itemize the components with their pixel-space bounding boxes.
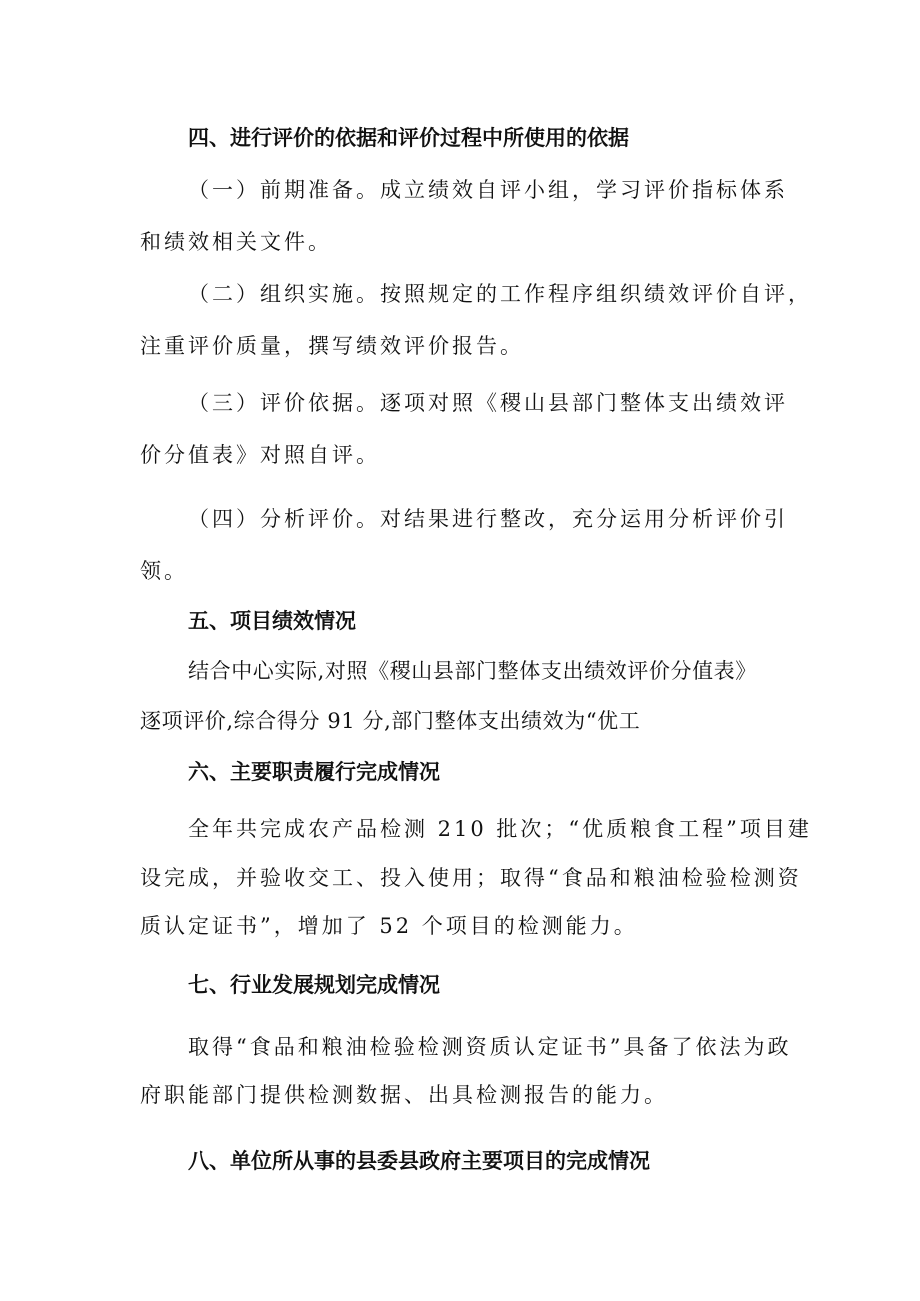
paragraph-line: 设完成，并验收交工、投入使用；取得“食品和粮油检验检测资 [140,866,802,890]
paragraph-line: 逐项评价,综合得分 91 分,部门整体支出绩效为“优工 [140,709,641,733]
paragraph-line: 注重评价质量，撰写绩效评价报告。 [140,334,524,358]
paragraph-line: （一）前期准备。成立绩效自评小组，学习评价指标体系 [188,178,788,202]
paragraph-line: 结合中心实际,对照《稷山县部门整体支出绩效评价分值表》 [188,659,757,683]
paragraph-line: 领。 [140,559,188,583]
section-heading: 六、主要职责履行完成情况 [188,760,440,784]
section-heading: 七、行业发展规划完成情况 [188,973,440,997]
section-heading: 四、进行评价的依据和评价过程中所使用的依据 [188,126,629,150]
paragraph-line: 全年共完成农产品检测 210 批次；“优质粮食工程”项目建 [188,817,812,841]
paragraph-line: （二）组织实施。按照规定的工作程序组织绩效评价自评， [188,282,812,306]
paragraph-line: 质认定证书”，增加了 52 个项目的检测能力。 [140,914,638,938]
paragraph-line: 价分值表》对照自评。 [140,443,380,467]
paragraph-line: 和绩效相关文件。 [140,230,332,254]
paragraph-line: 府职能部门提供检测数据、出具检测报告的能力。 [140,1083,668,1107]
paragraph-line: 取得“食品和粮油检验检测资质认定证书”具备了依法为政 [188,1035,792,1059]
section-heading: 五、项目绩效情况 [188,609,356,633]
section-heading: 八、单位所从事的县委县政府主要项目的完成情况 [188,1149,650,1173]
paragraph-line: （三）评价依据。逐项对照《稷山县部门整体支出绩效评 [188,391,788,415]
paragraph-line: （四）分析评价。对结果进行整改，充分运用分析评价引 [188,507,788,531]
